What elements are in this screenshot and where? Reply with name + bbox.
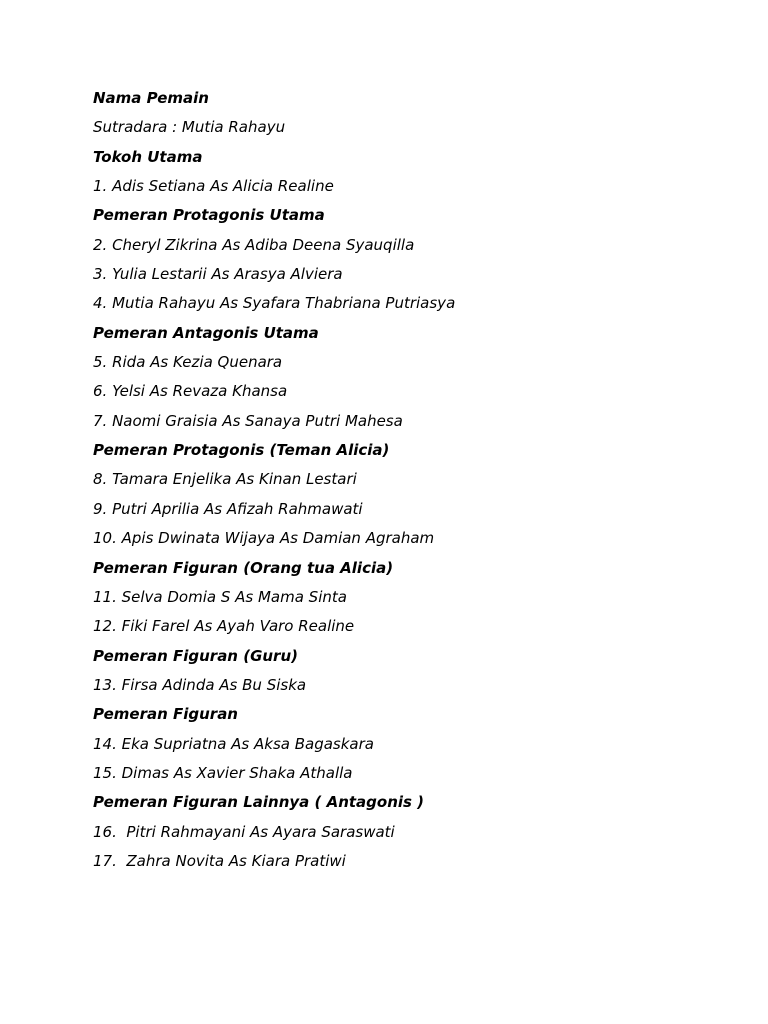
cast-list-item: 12. Fiki Farel As Ayah Varo Realine [93,617,355,636]
cast-list-item: 5. Rida As Kezia Quenara [93,353,283,372]
cast-list-item: 3. Yulia Lestarii As Arasya Alviera [93,265,343,284]
cast-list-item: 10. Apis Dwinata Wijaya As Damian Agraham [93,529,435,548]
section-heading: Nama Pemain [93,89,209,107]
cast-list-item: Sutradara : Mutia Rahayu [93,118,286,137]
section-heading: Pemeran Protagonis Utama [93,206,325,225]
cast-list-item: 11. Selva Domia S As Mama Sinta [93,587,347,606]
cast-list-item: 15. Dimas As Xavier Shaka Athalla [93,763,353,782]
cast-list-item: 13. Firsa Adinda As Bu Siska [93,675,307,694]
cast-list-item: 7. Naomi Graisia As Sanaya Putri Mahesa [93,411,403,430]
cast-list-item: 2. Cheryl Zikrina As Adiba Deena Syauqilla [93,235,415,254]
section-heading: Pemeran Figuran [93,705,238,724]
cast-list-item: 14. Eka Supriatna As Aksa Bagaskara [93,734,374,753]
cast-list-item: 6. Yelsi As Revaza Khansa [93,382,288,401]
section-heading: Pemeran Antagonis Utama [93,323,319,342]
cast-list-item: 9. Putri Aprilia As Afizah Rahmawati [93,499,363,518]
section-heading: Pemeran Figuran (Orang tua Alicia) [93,558,394,577]
document-body [93,84,733,876]
cast-list-item: 16. Pitri Rahmayani As Ayara Saraswati [93,822,395,841]
section-heading: Tokoh Utama [93,147,203,166]
cast-list-item: 4. Mutia Rahayu As Syafara Thabriana Putriasya [93,294,456,313]
section-heading: Pemeran Figuran Lainnya ( Antagonis ) [93,793,425,812]
cast-list-item: 17. Zahra Novita As Kiara Pratiwi [93,851,346,870]
section-heading: Pemeran Figuran (Guru) [93,646,298,665]
cast-list-item: 8. Tamara Enjelika As Kinan Lestari [93,470,357,489]
section-heading: Pemeran Protagonis (Teman Alicia) [93,441,390,460]
cast-list-item: 1. Adis Setiana As Alicia Realine [93,177,334,196]
